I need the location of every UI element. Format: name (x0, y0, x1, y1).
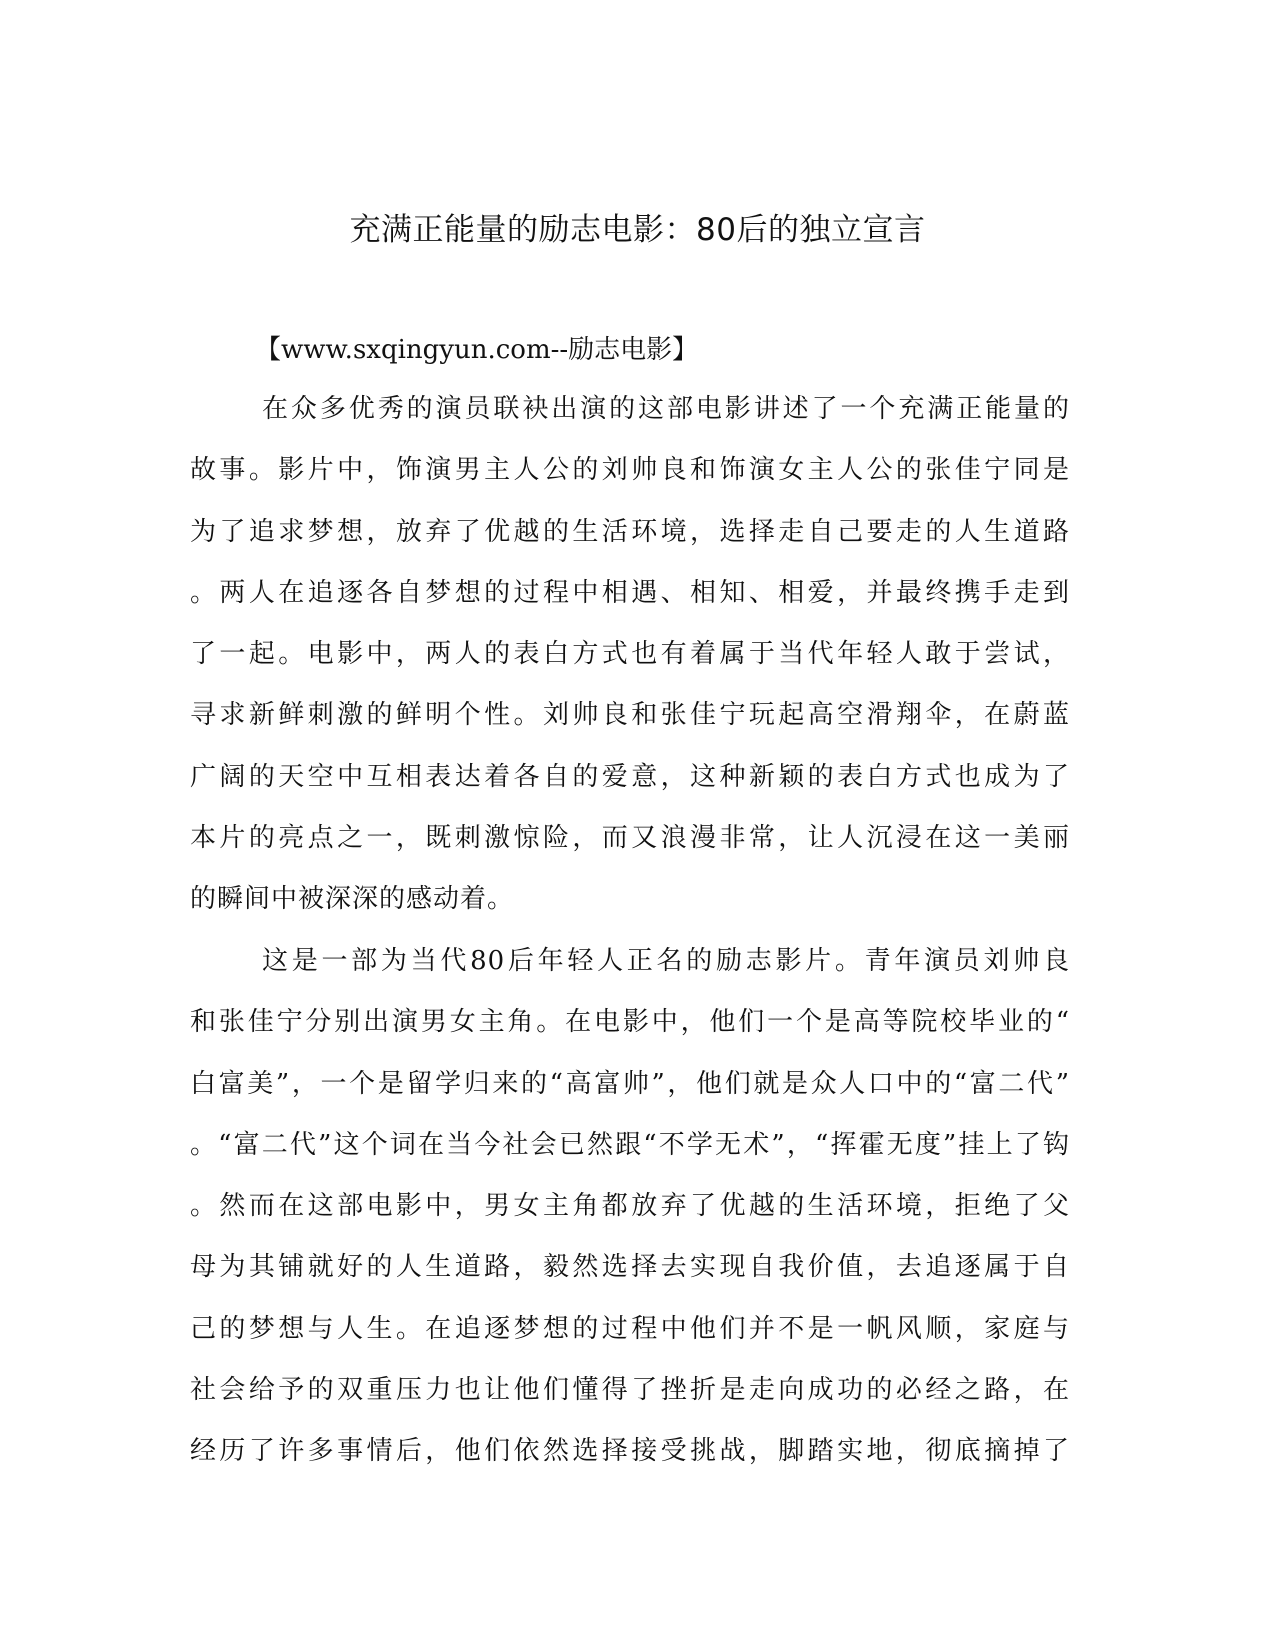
paragraph-line: 。然而在这部电影中，男女主角都放弃了优越的生活环境，拒绝了父 (190, 1191, 1070, 1222)
paragraph-line: 故事。影片中，饰演男主人公的刘帅良和饰演女主人公的张佳宁同是 (190, 455, 1070, 486)
paragraph-line: 为了追求梦想，放弃了优越的生活环境，选择走自己要走的人生道路 (190, 516, 1070, 547)
paragraph-1 (190, 389, 1070, 941)
source-line: 【www.sxqingyun.com--励志电影】 (255, 335, 699, 365)
document-title: 充满正能量的励志电影：80后的独立宣言 (349, 212, 926, 248)
paragraph-line: 白富美”，一个是留学归来的“高富帅”，他们就是众人口中的“富二代” (190, 1068, 1070, 1099)
paragraph-line: 这是一部为当代80后年轻人正名的励志影片。青年演员刘帅良 (262, 946, 1070, 976)
paragraph-line: 。“富二代”这个词在当今社会已然跟“不学无术”，“挥霍无度”挂上了钩 (190, 1129, 1070, 1160)
paragraph-line: 的瞬间中被深深的感动着。 (190, 884, 515, 915)
paragraph-line: 社会给予的双重压力也让他们懂得了挫折是走向成功的必经之路，在 (190, 1375, 1070, 1406)
paragraph-line: 寻求新鲜刺激的鲜明个性。刘帅良和张佳宁玩起高空滑翔伞，在蔚蓝 (190, 700, 1070, 731)
paragraph-line: 经历了许多事情后，他们依然选择接受挑战，脚踏实地，彻底摘掉了 (190, 1436, 1070, 1467)
paragraph-2 (190, 941, 1070, 1493)
paragraph-line: 在众多优秀的演员联袂出演的这部电影讲述了一个充满正能量的 (262, 394, 1070, 424)
paragraph-line: 了一起。电影中，两人的表白方式也有着属于当代年轻人敢于尝试， (190, 639, 1070, 670)
paragraph-line: 。两人在追逐各自梦想的过程中相遇、相知、相爱，并最终携手走到 (190, 577, 1070, 608)
paragraph-line: 和张佳宁分别出演男女主角。在电影中，他们一个是高等院校毕业的“ (190, 1007, 1070, 1038)
paragraph-line: 广阔的天空中互相表达着各自的爱意，这种新颖的表白方式也成为了 (190, 761, 1070, 792)
paragraph-line: 母为其铺就好的人生道路，毅然选择去实现自我价值，去追逐属于自 (190, 1252, 1070, 1283)
paragraph-line: 己的梦想与人生。在追逐梦想的过程中他们并不是一帆风顺，家庭与 (190, 1313, 1070, 1344)
paragraph-line: 本片的亮点之一，既刺激惊险，而又浪漫非常，让人沉浸在这一美丽 (190, 823, 1070, 854)
